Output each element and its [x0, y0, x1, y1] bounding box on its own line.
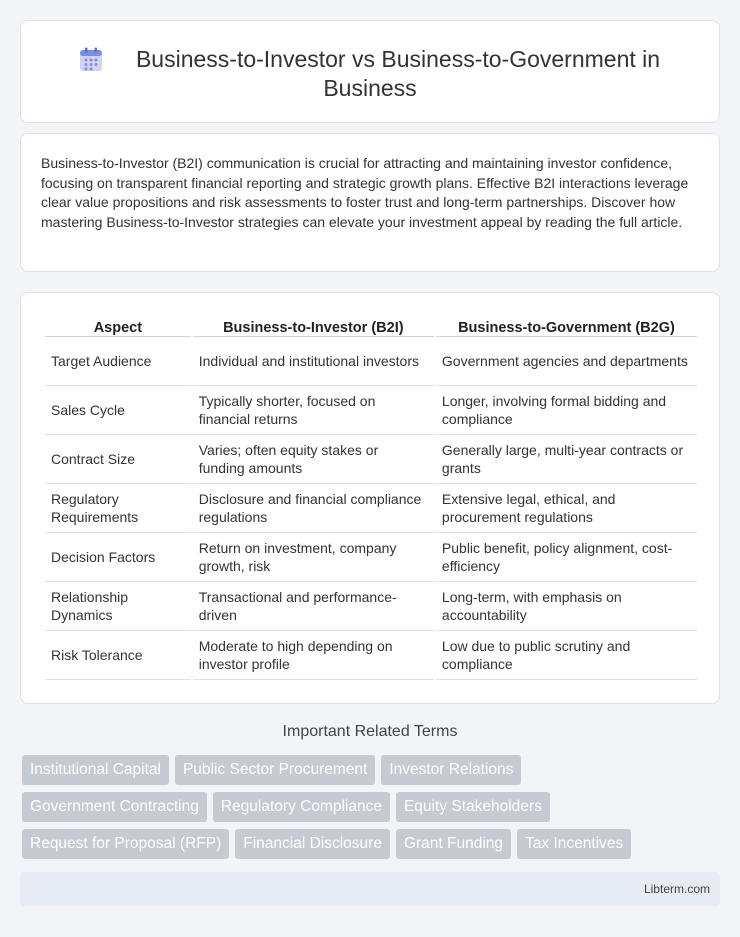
- column-header-b2i: Business-to-Investor (B2I): [193, 315, 434, 337]
- related-term-tag[interactable]: Tax Incentives: [517, 829, 631, 859]
- footer: [20, 872, 720, 906]
- comparison-card: [20, 292, 720, 704]
- cell-b2g: Generally large, multi-year contracts or grants: [436, 435, 697, 484]
- cell-b2g: Long-term, with emphasis on accountability: [436, 582, 697, 631]
- cell-b2g: Low due to public scrutiny and compliance: [436, 631, 697, 680]
- comparison-table: [43, 315, 699, 680]
- header-card: [20, 20, 720, 123]
- table-row: [45, 484, 697, 533]
- cell-b2g: Longer, involving formal bidding and compliance: [436, 386, 697, 435]
- related-term-tag[interactable]: Equity Stakeholders: [396, 792, 550, 822]
- cell-aspect: Contract Size: [45, 435, 191, 484]
- intro-text: Business-to-Investor (B2I) communication is crucial for attracting and maintaining investor confidence, focusing on transparent financial reporting and strategic growth plans. Effective B2I interactions leverage clear value propositions and risk assessments to foster trust and long-term partnerships. Discover how mastering Business-to-Investor strategies can elevate your investment appeal by reading the full article.: [41, 155, 689, 230]
- table-row: [45, 337, 697, 386]
- intro-card: [20, 133, 720, 272]
- page-title: [21, 45, 719, 103]
- related-term-tag[interactable]: Regulatory Compliance: [213, 792, 390, 822]
- cell-aspect: Risk Tolerance: [45, 631, 191, 680]
- cell-aspect: Regulatory Requirements: [45, 484, 191, 533]
- related-term-tag[interactable]: Government Contracting: [22, 792, 207, 822]
- related-terms-row: [22, 829, 722, 859]
- related-term-tag[interactable]: Institutional Capital: [22, 755, 169, 785]
- related-term-tag[interactable]: Public Sector Procurement: [175, 755, 375, 785]
- table-row: [45, 582, 697, 631]
- cell-b2g: Extensive legal, ethical, and procurement regulations: [436, 484, 697, 533]
- column-header-b2g: Business-to-Government (B2G): [436, 315, 697, 337]
- cell-aspect: Relationship Dynamics: [45, 582, 191, 631]
- related-terms-row: [22, 792, 722, 822]
- related-terms-list: [22, 755, 722, 866]
- related-terms-row: [22, 755, 722, 785]
- cell-aspect: Sales Cycle: [45, 386, 191, 435]
- related-term-tag[interactable]: Financial Disclosure: [235, 829, 390, 859]
- related-term-tag[interactable]: Investor Relations: [381, 755, 521, 785]
- related-terms-title: Important Related Terms: [282, 723, 458, 740]
- cell-b2g: Public benefit, policy alignment, cost-efficiency: [436, 533, 697, 582]
- related-term-tag[interactable]: Request for Proposal (RFP): [22, 829, 229, 859]
- cell-b2i: Typically shorter, focused on financial returns: [193, 386, 434, 435]
- related-term-tag[interactable]: Grant Funding: [396, 829, 511, 859]
- table-row: [45, 386, 697, 435]
- cell-b2i: Moderate to high depending on investor profile: [193, 631, 434, 680]
- cell-b2i: Transactional and performance-driven: [193, 582, 434, 631]
- cell-b2g: Government agencies and departments: [436, 337, 697, 386]
- table-header-row: [45, 315, 697, 337]
- column-header-aspect: Aspect: [45, 315, 191, 337]
- table-row: [45, 631, 697, 680]
- cell-aspect: Decision Factors: [45, 533, 191, 582]
- cell-b2i: Disclosure and financial compliance regulations: [193, 484, 434, 533]
- cell-b2i: Individual and institutional investors: [193, 337, 434, 386]
- cell-aspect: Target Audience: [45, 337, 191, 386]
- table-row: [45, 533, 697, 582]
- cell-b2i: Return on investment, company growth, risk: [193, 533, 434, 582]
- page-title-line-2: Business: [323, 75, 417, 101]
- page-title-line-1: Business-to-Investor vs Business-to-Government in: [135, 46, 661, 72]
- footer-site-link[interactable]: Libterm.com: [643, 882, 710, 896]
- table-row: [45, 435, 697, 484]
- cell-b2i: Varies; often equity stakes or funding amounts: [193, 435, 434, 484]
